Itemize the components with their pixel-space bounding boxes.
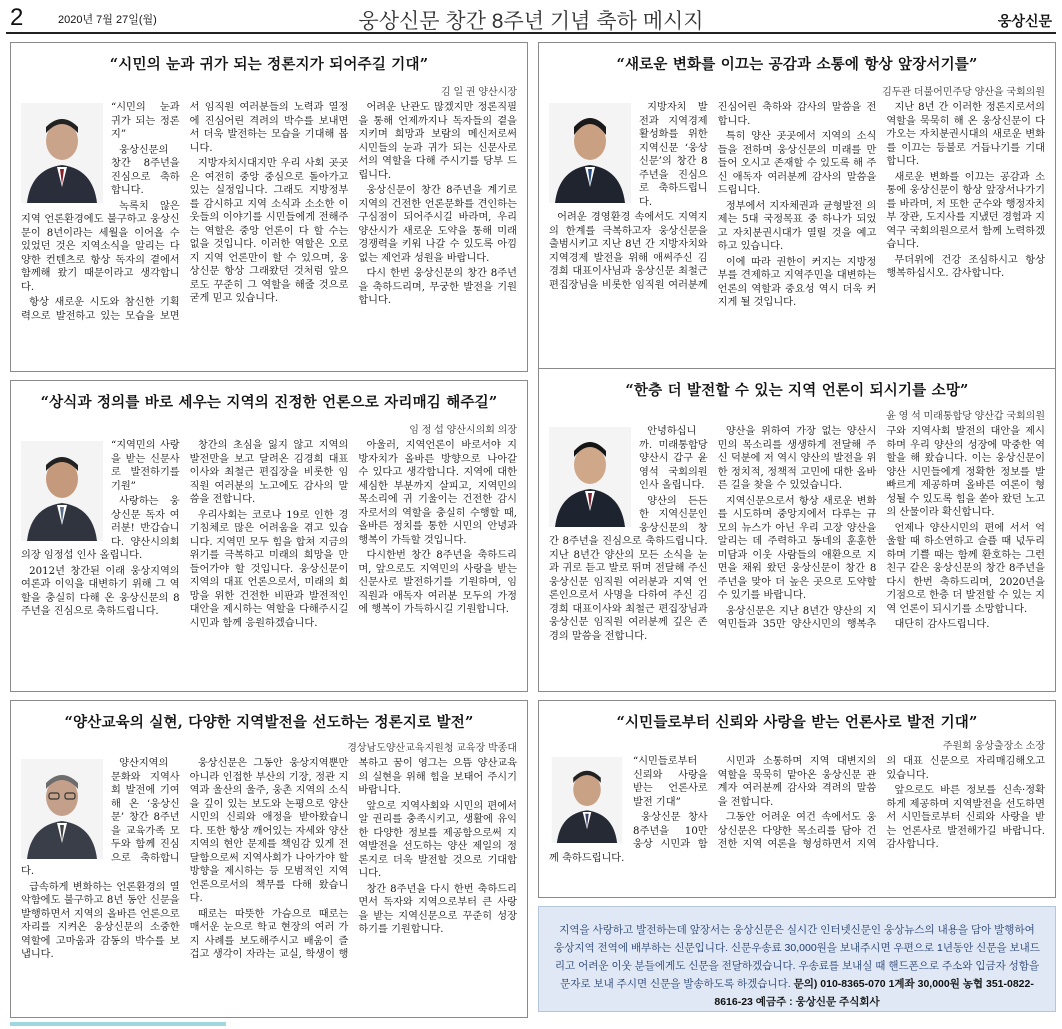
paragraph: 창간 8주년을 다시 한번 축하드리면서 독자와 지역으로부터 큰 사랑을 받는 지역신문으로 꾸준히 성장하기를 기원합니다. xyxy=(358,883,517,935)
article-byline: 경상남도양산교육지원청 교육장 박종대 xyxy=(347,743,517,754)
paragraph: 급속하게 변화하는 언론환경의 열악함에도 불구하고 8년 동안 신문을 발행하면서 지역의 올바른 언론으로 자리를 지켜온 웅상신문의 소중한 역할에 고마움과 감동의 박수를 보냅니다. xyxy=(21,881,180,960)
article-body xyxy=(21,757,517,1011)
pull-quote: “지역민의 사랑을 받는 신문사로 발전하기를 기원” xyxy=(111,440,180,492)
portrait-photo xyxy=(549,427,631,527)
paragraph: 지난 8년 간 이러한 정론지로서의 역할을 묵묵히 해 온 웅상신문이 다가오는 자치분권시대의 새로운 변화를 이끄는 등불로 거듭나기를 기대합니다. xyxy=(886,102,1045,167)
portrait-photo xyxy=(21,759,103,859)
article-title: “새로운 변화를 이끄는 공감과 소통에 항상 앞장서기를” xyxy=(616,56,978,73)
page-number: 2 xyxy=(10,4,24,31)
article-body xyxy=(21,439,517,685)
article-title: “상식과 정의를 바로 세우는 지역의 진정한 언론으로 자리매김 해주길” xyxy=(40,394,498,411)
paragraph: 새로운 변화를 이끄는 공감과 소통에 웅상신문이 항상 앞장서나가기를 바라며, 저 또한 군수와 행정자치부 장관, 도지사를 지냈던 경험과 지역구 국회의원으로서 함께 노력하겠습니다. xyxy=(886,171,1045,250)
paragraph: 항상 새로운 시도와 참신한 기획력으로 발전하고 있는 모습을 보면서 임직원 여러분들의 노력과 열정에 진심어린 격려의 박수를 보내면서 더욱 발전하는 모습을 기대해 봅니다. xyxy=(21,102,349,322)
paragraph: 때로는 따뜻한 가슴으로 때로는 매서운 눈으로 학교 현장의 여러 가지 사례를 보도해주시고 배움이 즐겁고 생각이 자라는 교실, 학생이 행복하고 꿈이 영그는 으뜸 양산교육의 실현을 위해 힘을 보태어 주시기 바랍니다. xyxy=(189,758,517,960)
footer-accent-bar xyxy=(10,1022,226,1026)
paragraph: 양산을 위하여 가장 없는 양산시민의 목소리를 생생하게 전달해 주신 덕분에 저 역시 양산의 발전을 위한 정치적, 정책적 고민에 대한 올바른 길을 찾을 수 있었습니다. xyxy=(717,426,877,491)
article-mayor xyxy=(10,42,528,372)
pull-quote: “시민들로부터 신뢰와 사랑을 받는 언론사로 발전 기대” xyxy=(633,756,708,808)
paragraph: 앞으로 지역사회와 시민의 편에서 알 권리를 충족시키고, 생활에 유익한 다양한 정보를 제공함으로써 지역발전을 선도하는 양산 제일의 정론지로 더욱 발전할 것으로 기대합니다. xyxy=(358,800,517,879)
article-branch-office xyxy=(538,700,1056,898)
paragraph: 다시한번 창간 8주년을 축하드리며, 앞으로도 지역민의 사랑을 받는 신문사로 발전하기를 기원하며, 임직원과 애독자 여러분 모두의 가정에 행복이 가득하시길 기원합니다. xyxy=(358,550,517,615)
paragraph: 안녕하십니까. 미래통합당 양산시 갑구 윤영석 국회의원 인사 올립니다. xyxy=(639,426,708,491)
article-yoon-youngseok xyxy=(538,368,1056,692)
article-byline: 윤 영 석 미래통합당 양산갑 국회의원 xyxy=(886,411,1045,422)
paragraph: 어려운 경영환경 속에서도 지역지의 한계를 극복하고자 웅상신문을 출범시키고 지난 8년 간 지방자치와 지역경제 발전을 위해 애써주신 김경희 대표이사님과 웅상신문 최철근편집장님을 비롯한 임직원 여러분께 진심어린 축하와 감사의 말씀을 전합니다. xyxy=(549,102,877,291)
article-title: “양산교육의 실현, 다양한 지역발전을 선도하는 정론지로 발전” xyxy=(64,714,474,731)
article-title: “시민의 눈과 귀가 되는 정론지가 되어주길 기대” xyxy=(109,56,429,73)
article-byline: 임 정 섭 양산시의회 의장 xyxy=(409,425,517,436)
paragraph: 아울러, 지역언론이 바로서야 지방자치가 올바른 방향으로 나아갈 수 있다고 생각합니다. 지역에 대한 세심한 부분까지 살피고, 지역민의 목소리에 귀 기울이는 건전한 감시자로서의 역할을 충실히 수행할 때, 올바른 정치를 통한 시민의 안녕과 행복이 가득할 것입니다. xyxy=(358,440,517,546)
portrait-photo xyxy=(21,103,103,203)
paragraph: 창간의 초심을 잃지 않고 지역의 발전만을 보고 달려온 김경희 대표이사와 최철근 편집장을 비롯한 임직원 여러분의 노고에도 감사의 말씀을 전합니다. xyxy=(189,440,349,505)
paragraph: 대단히 감사드립니다. xyxy=(894,619,990,630)
paragraph: 지방자치시대지만 우리 사회 곳곳은 여전히 중앙 중심으로 돌아가고 있는 실정입니다. 그래도 지방정부를 감시하고 지역 소식과 소소한 이웃들의 이야기를 시민들에게 전해주는 역할은 중앙 언론이 다 할 수는 없을 것입니다. 이러한 역할은 오로지 지역 언론만이 할 수 있으며, 웅상신문 항상 그래왔던 것처럼 앞으로도 꾸준히 그 역할을 해줄 것으로 굳게 믿고 있습니다. xyxy=(189,158,349,304)
article-title: “시민들로부터 신뢰와 사랑을 받는 언론사로 발전 기대” xyxy=(616,714,978,731)
subscription-text: 지역을 사랑하고 발전하는데 앞장서는 웅상신문은 실시간 인터넷신문인 웅상뉴스의 내용을 담아 발행하여 웅상지역 전역에 배부하는 신문입니다. 신문우송료 30,000원을 보내주시면 우편으로 1년동안 신문을 보내드리고 어려운 이웃 분들에게도 신문을 전달하겠습니다. 우송료를 보내실 때 핸드폰으로 주소와 입금자 성함을 문자로 보내 주시면 신문을 발송하도록 하겠습니다. xyxy=(554,924,1040,990)
paragraph: 앞으로도 바른 정보를 신속·정확하게 제공하며 지역발전을 선도하면서 시민들로부터 신뢰와 사랑을 받는 언론사로 발전해가길 바랍니다. 감사합니다. xyxy=(886,785,1045,850)
pull-quote: “시민의 눈과 귀가 되는 정론지” xyxy=(111,102,180,140)
article-body xyxy=(549,101,1045,365)
article-byline: 김 일 권 양산시장 xyxy=(441,87,517,98)
paragraph: 웅상신문의 창간 8주년을 진심으로 축하합니다. xyxy=(111,144,180,196)
paragraph: 어려운 난관도 많겠지만 정론직필을 통해 언제까지나 독자들의 곁을 지키며 희망과 보람의 메신저로써 시민들의 눈과 귀가 되는 신문사로서의 역할을 다해 주시기를 당부 드립니다. xyxy=(358,102,517,181)
page-header xyxy=(6,4,1056,34)
portrait-photo xyxy=(549,757,625,843)
newspaper-name: 웅상신문 xyxy=(997,13,1052,29)
paragraph: 지역신문으로서 항상 새로운 변화를 시도하며 중앙지에서 다루는 규모의 뉴스가 아닌 우리 고장 양산을 알리는 데 주력하고 동네의 훈훈한 미담과 이웃 사람들의 애환으로 지면을 채워 왔던 웅상신문이 창간 8주년을 맞아 더 높은 곳으로 도약할 수 있기를 바랍니다. xyxy=(717,495,877,601)
subscription-contact: 문의) 010-8365-070 1계좌 30,000원 농협 351-0822-8616-23 예금주 : 웅상신문 주식회사 xyxy=(714,978,1034,1008)
paragraph: 다시 한번 웅상신문의 창간 8주년을 축하드리며, 무궁한 발전을 기원합니다. xyxy=(358,268,517,306)
article-byline: 주원회 웅상출장소 소장 xyxy=(942,741,1045,752)
paragraph: 2012년 창간된 이래 웅상지역의 여론과 이익을 대변하기 위해 그 역할을 충실히 다해 온 웅상신문의 8주년을 진심으로 축하드립니다. xyxy=(21,565,180,617)
article-council-chair xyxy=(10,380,528,692)
article-body xyxy=(549,425,1045,685)
article-education-office xyxy=(10,700,528,1018)
paragraph: 언제나 양산시민의 편에 서서 억울할 때 하소연하고 슬플 때 넋두리하며 기쁠 때는 함께 환호하는 그런 친구 같은 웅상신문의 창간 8주년을 다시 한번 축하드리며, 2020년을 기점으로 한층 더 발전할 수 있는 지역 언론이 되시기를 소망합니다. xyxy=(886,522,1045,615)
paragraph: 지방자치 발전과 지역경제 활성화를 위한 지역신문 ‘웅상신문’의 창간 8주년을 진심으로 축하드립니다. xyxy=(639,102,708,208)
portrait-photo xyxy=(549,103,631,203)
paragraph: 특히 양산 곳곳에서 지역의 소식들을 전하며 웅상신문의 미래를 만들어 오시고 존재할 수 있도록 해 주신 애독자 여러분께 감사의 말씀을 드립니다. xyxy=(717,131,877,196)
article-byline: 김두관 더불어민주당 양산을 국회의원 xyxy=(882,87,1045,98)
paragraph: 우리사회는 코로나 19로 인한 경기침체로 많은 어려움을 겪고 있습니다. 지역민 모두 힘을 합쳐 지금의 위기를 극복하고 미래의 희망을 만들어가야 할 것입니다. 웅상신문이 지역의 대표 언론으로서, 미래의 희망을 위한 건전한 비판과 발전적인 대안을 제시하는 역할을 다해주시길 시민과 함께 응원하겠습니다. xyxy=(189,509,349,629)
paragraph: 사랑하는 웅상신문 독자 여러분! 반갑습니다. 양산시의회 의장 임정섭 인사 올립니다. xyxy=(21,496,180,561)
paragraph: 시민과 소통하며 지역 대변지의 역할을 묵묵히 맡아온 웅상신문 관계자 여러분께 감사와 격려의 말씀을 전합니다. xyxy=(717,756,877,808)
article-body xyxy=(21,101,517,365)
paragraph: 웅상신문 창사 8주년을 10만 웅상 시민과 함께 축하드립니다. xyxy=(549,812,708,864)
paragraph: 웅상신문은 그동안 웅상지역뿐만 아니라 인접한 부산의 기장, 정관 지역과 울산의 울주, 웅촌 지역의 소식을 깊이 있는 보도와 논평으로 양산시민의 신뢰와 애정을 받아왔습니다. 또한 항상 깨어있는 자세와 양산지역의 현안 문제를 책임감 있게 전달함으로써 지역사회가 나아가야 할 방향을 제시하는 등 모범적인 지역 언론으로서의 책무를 다해 왔습니다. xyxy=(189,758,349,904)
paragraph: 양산지역의 문화와 지역사회 발전에 기여해 온 ‘웅상신문’ 창간 8주년을 교육가족 모두와 함께 진심으로 축하합니다. xyxy=(21,758,180,877)
paragraph: 녹록치 않은 지역 언론환경에도 불구하고 웅상신문이 8년이라는 세월을 이어올 수 있었던 것은 지역소식을 알리는 다양한 컨텐츠로 항상 독자의 곁에서 함께해 왔기 때문이라고 생각합니다. xyxy=(21,200,180,293)
article-kim-dugwan xyxy=(538,42,1056,372)
paragraph: 그동안 어려운 여건 속에서도 웅상신문은 다양한 목소리를 담아 건전한 지역 여론을 형성하면서 지역의 대표 신문으로 자리매김해오고 있습니다. xyxy=(717,756,1045,850)
paragraph: 무더위에 건강 조심하시고 항상 행복하십시오. 감사합니다. xyxy=(886,254,1045,279)
article-title: “한층 더 발전할 수 있는 지역 언론이 되시기를 소망” xyxy=(625,382,969,399)
paragraph: 웅상신문이 창간 8주년을 계기로 지역의 건전한 언론문화를 견인하는 구심점이 되어주시길 바라며, 우리 양산시가 새로운 도약을 통해 미래경쟁력을 키워 나갈 수 있도록 아낌없는 제언과 성원을 바랍니다. xyxy=(358,185,517,264)
paragraph: 정부에서 지자체권과 균형발전 의제는 5대 국정목표 중 하나가 되었고 자치분권시대가 열릴 것을 예고하고 있습니다. xyxy=(717,200,877,252)
paragraph: 웅상신문은 지난 8년간 양산의 지역민들과 35만 양산시민의 행복추구와 지역사회 발전의 대안을 제시하며 우리 양산의 성장에 막중한 역할을 해 왔습니다. 이는 웅상신문이 양산 시민들에게 정확한 정보를 발 빠르게 제공하며 올바른 여론이 형성될 수 있도록 힘을 쏟아 왔던 노고의 산물이라 확신합니다. xyxy=(717,426,1045,630)
portrait-photo xyxy=(21,441,103,541)
article-body xyxy=(549,755,1045,891)
subscription-notice xyxy=(538,906,1056,1012)
issue-date: 2020년 7월 27일(월) xyxy=(58,14,157,26)
paragraph: 이에 따라 권한이 커지는 지방정부를 견제하고 지역주민을 대변하는 언론의 역할과 중요성 역시 더욱 커지게 될 것입니다. xyxy=(717,256,877,308)
paragraph: 양산의 든든한 지역신문인 웅상신문의 창간 8주년을 진심으로 축하드립니다. 지난 8년간 양산의 모든 소식을 눈과 귀로 듣고 발로 뛰며 전달해 주신 웅상신문 임직원 여러분과 지역 언론인으로서 사명을 다하여 주신 김경희 대표이사와 최철근 편집장님과 웅상신문 임직원 여러분께 깊은 존경의 말씀을 전합니다. xyxy=(549,495,708,642)
page-banner: 웅상신문 창간 8주년 기념 축하 메시지 xyxy=(358,10,704,33)
